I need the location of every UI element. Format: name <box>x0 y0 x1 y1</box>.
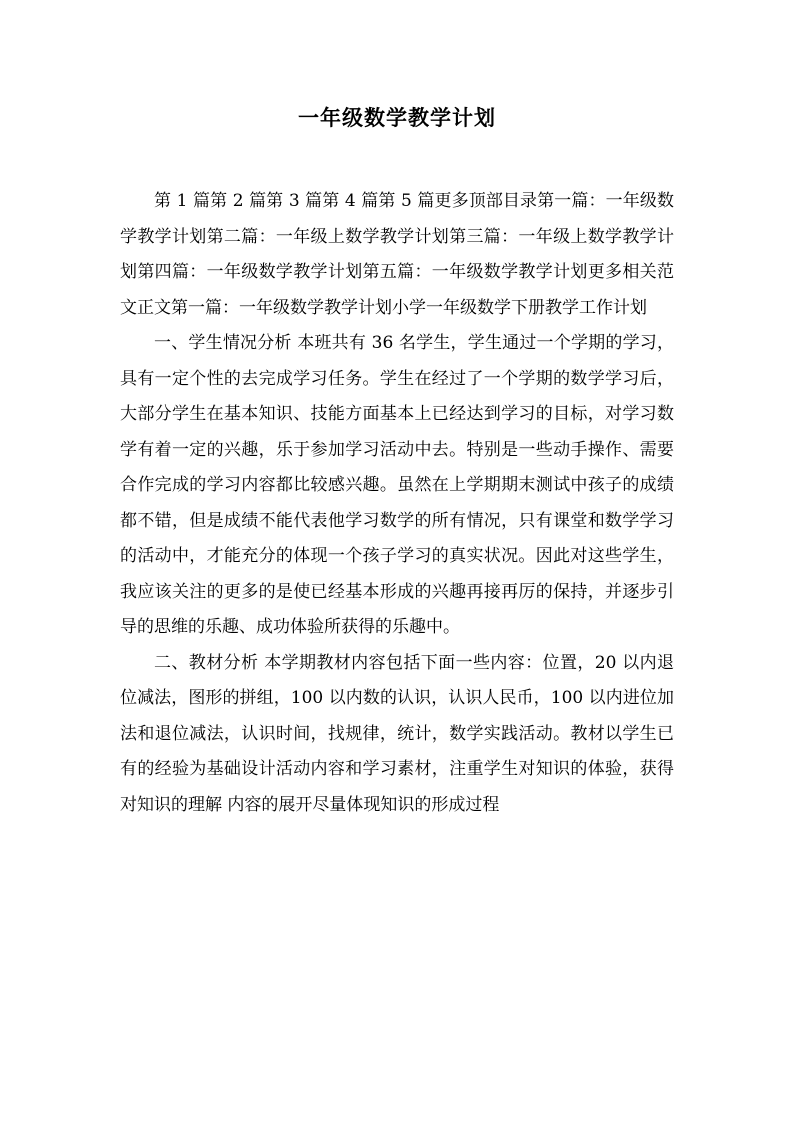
paragraph-student-analysis: 一、学生情况分析 本班共有 36 名学生，学生通过一个学期的学习，具有一定个性的去完成学习任务。学生在经过了一个学期的数学学习后，大部分学生在基本知识、技能方面基本上已经达到学习的目标，对学习数学有着一定的兴趣，乐于参加学习活动中去。特别是一些动手操作、需要合作完成的学习内容都比较感兴趣。虽然在上学期期末测试中孩子的成绩都不错，但是成绩不能代表他学习数学的所有情况，只有课堂和数学学习的活动中，才能充分的体现一个孩子学习的真实状况。因此对这些学生，我应该关注的更多的是使已经基本形成的兴趣再接再厉的保持，并逐步引导的思维的乐趣、成功体验所获得的乐趣中。 <box>120 333 674 637</box>
document-body <box>120 184 674 823</box>
paragraph-table-of-contents: 第 1 篇第 2 篇第 3 篇第 4 篇第 5 篇更多顶部目录第一篇：一年级数学教学计划第二篇：一年级上数学教学计划第三篇：一年级上数学教学计划第四篇：一年级数学教学计划第五篇：一年级数学教学计划更多相关范文正文第一篇：一年级数学教学计划小学一年级数学下册教学工作计划 <box>120 191 674 318</box>
document-title: 一年级数学教学计划 <box>298 105 496 130</box>
paragraph-textbook-analysis: 二、教材分析 本学期教材内容包括下面一些内容：位置，20 以内退位减法，图形的拼组，100 以内数的认识，认识人民币，100 以内进位加法和退位减法，认识时间，找规律，统计，数学实践活动。教材以学生已有的经验为基础设计活动内容和学习素材，注重学生对知识的体验，获得对知识的理解 内容的展开尽量体现知识的形成过程 <box>120 652 674 815</box>
